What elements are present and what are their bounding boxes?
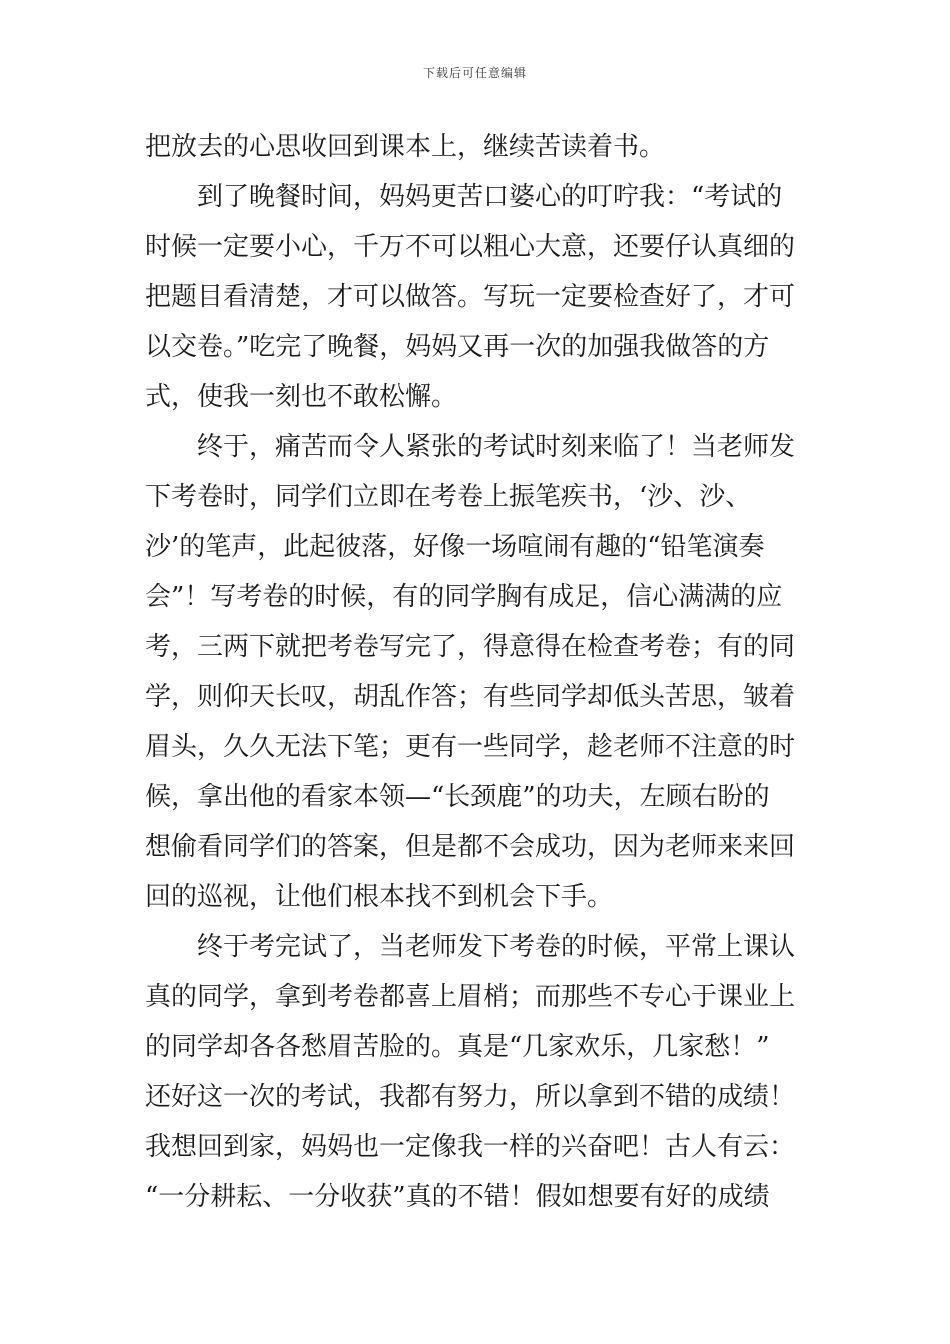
- text-line: 真的同学，拿到考卷都喜上眉梢；而那些不专心于课业上: [145, 982, 796, 1012]
- text-line: 会”！写考卷的时候，有的同学胸有成足，信心满满的应: [145, 582, 783, 612]
- text-line: 的同学却各各愁眉苦脸的。真是“几家欢乐，几家愁！”: [145, 1032, 770, 1062]
- page-header: 下载后可任意编辑: [422, 66, 527, 80]
- text-line: 把放去的心思收回到课本上，继续苦读着书。: [145, 132, 666, 162]
- text-line: 终于，痛苦而令人紧张的考试时刻来临了！当老师发: [197, 432, 796, 462]
- text-line: 时候一定要小心，千万不可以粗心大意，还要仔认真细的: [145, 232, 796, 262]
- text-line: 还好这一次的考试，我都有努力，所以拿到不错的成绩！: [145, 1082, 796, 1112]
- essay-body: [145, 122, 807, 1222]
- text-line: 我想回到家，妈妈也一定像我一样的兴奋吧！古人有云：: [145, 1132, 796, 1162]
- text-line: 下考卷时，同学们立即在考卷上振笔疾书，‘沙、沙、: [145, 482, 752, 512]
- text-line: 式，使我一刻也不敢松懈。: [145, 382, 458, 412]
- text-line: 想偷看同学们的答案，但是都不会成功，因为老师来来回: [145, 832, 796, 862]
- text-line: 候，拿出他的看家本领—“长颈鹿”的功夫，左顾右盼的: [145, 782, 770, 812]
- text-line: 眉头，久久无法下笔；更有一些同学，趁老师不注意的时: [145, 732, 796, 762]
- text-line: 学，则仰天长叹，胡乱作答；有些同学却低头苦思，皱着: [145, 682, 796, 712]
- text-line: 以交卷。”吃完了晚餐，妈妈又再一次的加强我做答的方: [145, 332, 770, 362]
- text-line: 把题目看清楚，才可以做答。写玩一定要检查好了，才可: [145, 282, 796, 312]
- text-line: 考，三两下就把考卷写完了，得意得在检查考卷；有的同: [145, 632, 796, 662]
- text-line: 回的巡视，让他们根本找不到机会下手。: [145, 882, 614, 912]
- text-line: 终于考完试了，当老师发下考卷的时候，平常上课认: [197, 932, 796, 962]
- text-line: “一分耕耘、一分收获”真的不错！假如想要有好的成绩: [145, 1182, 770, 1212]
- text-line: 沙’的笔声，此起彼落，好像一场喧闹有趣的“铅笔演奏: [145, 532, 765, 562]
- text-line: 到了晚餐时间，妈妈更苦口婆心的叮咛我：“考试的: [197, 182, 783, 212]
